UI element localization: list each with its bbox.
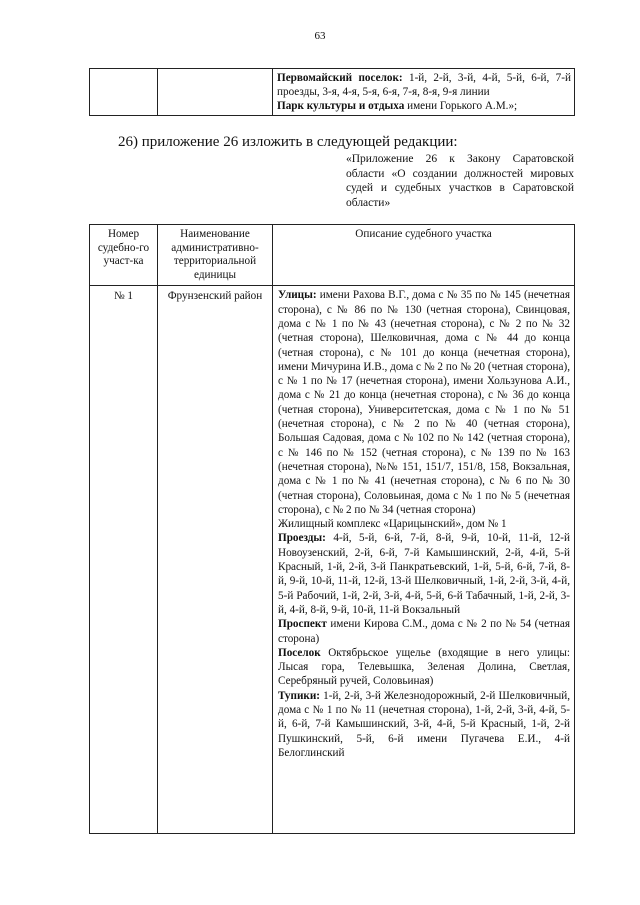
description-cell <box>273 69 575 116</box>
deadends-label: Тупики: <box>278 689 321 702</box>
district-description <box>273 286 575 834</box>
empty-cell <box>158 69 273 116</box>
prospect-text: имени Кирова С.М., дома с № 2 по № 54 (четная сторона) <box>278 618 570 645</box>
table-row <box>90 286 575 834</box>
settlement-text: Октябрьское ущелье (входящие в него улицы: Лысая гора, Телевышка, Зеленая Долина, Светлая, Серебряный ручей, Соловьиная) <box>278 646 570 688</box>
empty-cell <box>90 69 158 116</box>
header-unit: Наименование административно-территориальной единицы <box>158 225 273 286</box>
table-header-row <box>90 225 575 286</box>
amendment-intro: 26) приложение 26 изложить в следующей редакции: <box>118 134 458 150</box>
district-number: № 1 <box>90 286 158 834</box>
deadends-text: 1-й, 2-й, 3-й Железнодорожный, 2-й Шелковичный, дома с № 1 по № 11 (нечетная сторона), 1-й, 2-й, 3-й, 4-й, 5-й, 6-й, 7-й Камышинский, 3-й, 4-й, 5-й Красный, 1-й, 2-й Пушкинский, 5-й, 6-й имени Пугачева Е.И., 4-й Белоглинский <box>278 689 570 759</box>
passages-label: Проезды: <box>278 532 326 545</box>
appendix-heading: «Приложение 26 к Закону Саратовской области «О создании должностей мировых судей и судебных участков в Саратовской области» <box>346 153 574 209</box>
complex-text: Жилищный комплекс «Царицынский», дом № 1 <box>278 518 507 531</box>
previous-table-fragment <box>89 68 575 116</box>
district-name: Фрунзенский район <box>158 286 273 834</box>
park-text: имени Горького А.М.»; <box>404 100 518 112</box>
header-number: Номер судебно-го участ-ка <box>90 225 158 286</box>
prospect-label: Проспект <box>278 618 327 631</box>
page-number: 63 <box>314 30 326 42</box>
streets-label: Улицы: <box>278 289 317 302</box>
settlement-label: Первомайский поселок: <box>277 72 403 84</box>
park-label: Парк культуры и отдыха <box>277 100 405 112</box>
table-row <box>90 69 575 116</box>
passages-text: 4-й, 5-й, 6-й, 7-й, 8-й, 9-й, 10-й, 11-й, 12-й Новоузенский, 2-й, 6-й, 7-й Камышинский, 2-й, 4-й, 5-й Красный, 1-й, 2-й, 3-й Панкратьевский, 1-й, 5-й, 6-й, 7-й, 8-й, 9-й, 10-й, 11-й, 12-й, 13-й Шелковичный, 1-й, 2-й, 3-й, 4-й, 5-й Рабочий, 1-й, 2-й, 3-й, 4-й, 5-й, 6-й Табачный, 1-й, 2-й, 3-й, 4-й, 8-й, 9-й, 10-й, 11-й Вокзальный <box>278 532 570 616</box>
settlement-text: 1-й, 2-й, 3-й, 4-й, 5-й, 6-й, 7-й проезды, 3-я, 4-я, 5-я, 6-я, 7-я, 8-я, 9-я линии <box>277 72 571 98</box>
court-district-table <box>89 224 575 834</box>
streets-text: имени Рахова В.Г., дома с № 35 по № 145 (нечетная сторона), с № 86 по № 130 (четная сторона), Свинцовая, дома с № 1 по № 43 (нечетная сторона), с № 2 по № 32 (четная сторона), Шелковичная, дома с № 44 до конца (четная сторона), с № 101 до конца (нечетная сторона), имени Мичурина И.В., дома с № 2 по № 20 (четная сторона), с № 1 по № 17 (нечетная сторона), имени Хользунова А.И., дома с № 21 до конца (нечетная сторона), с № 36 до конца (четная сторона), Университетская, дома с № 1 по № 51 (нечетная сторона), с № 2 по № 40 (четная сторона), Большая Садовая, дома с № 102 по № 142 (четная сторона), с № 146 по № 152 (четная сторона), с № 139 по № 163 (нечетная сторона), №№ 151, 151/7, 151/8, 158, Вокзальная, дома с № 1 по № 41 (нечетная сторона), с № 6 по № 30 (четная сторона), Соловьиная, дома с № 1 по № 5 (нечетная сторона), с № 2 по № 34 (четная сторона) <box>278 289 570 516</box>
settlement-label: Поселок <box>278 646 321 659</box>
header-description: Описание судебного участка <box>273 225 575 286</box>
